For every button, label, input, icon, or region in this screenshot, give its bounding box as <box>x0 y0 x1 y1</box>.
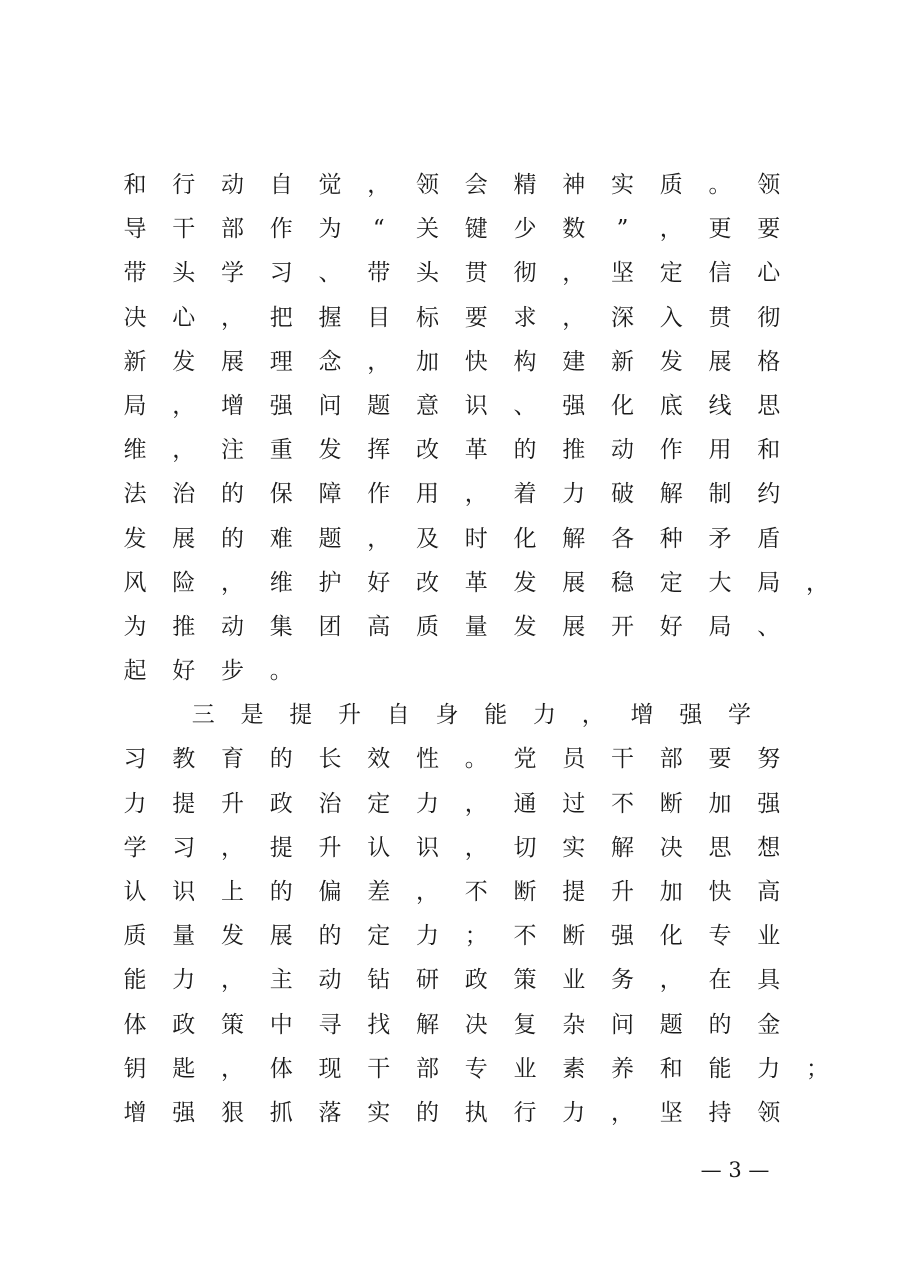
body-text <box>0 163 909 1135</box>
text-line: 能 力 ， 主 动 钻 研 政 策 业 务 ， 在 具 <box>123 967 781 994</box>
text-line: 体 政 策 中 寻 找 解 决 复 杂 问 题 的 金 <box>123 1011 781 1038</box>
text-line: 增 强 狠 抓 落 实 的 执 行 力 ， 坚 持 领 <box>123 1099 781 1126</box>
text-line: 决 心 ， 把 握 目 标 要 求 ， 深 入 贯 彻 <box>123 304 781 331</box>
text-line: 力 提 升 政 治 定 力 ， 通 过 不 断 加 强 <box>123 790 781 817</box>
text-line: 三 是 提 升 自 身 能 力 ， 增 强 学 <box>191 702 751 729</box>
text-line: 局 ， 增 强 问 题 意 识 、 强 化 底 线 思 <box>123 392 781 419</box>
text-line: 风 险 ， 维 护 好 改 革 发 展 稳 定 大 局 ， <box>123 569 829 596</box>
text-line: 和 行 动 自 觉 ， 领 会 精 神 实 质 。 领 <box>123 172 781 198</box>
text-line: 为 推 动 集 团 高 质 量 发 展 开 好 局 、 <box>123 613 781 640</box>
page-number: — 3 — <box>700 1158 770 1182</box>
text-line: 维 ， 注 重 发 挥 改 革 的 推 动 作 用 和 <box>123 437 781 464</box>
text-line: 带 头 学 习 、 带 头 贯 彻 ， 坚 定 信 心 <box>123 260 781 287</box>
text-line: 钥 匙 ， 体 现 干 部 专 业 素 养 和 能 力 ； <box>123 1055 829 1082</box>
text-line: 认 识 上 的 偏 差 ， 不 断 提 升 加 快 高 <box>123 879 781 905</box>
text-line: 新 发 展 理 念 ， 加 快 构 建 新 发 展 格 <box>123 348 781 375</box>
text-line: 习 教 育 的 长 效 性 。 党 员 干 部 要 努 <box>123 746 781 773</box>
text-line: 质 量 发 展 的 定 力 ； 不 断 强 化 专 业 <box>123 923 781 950</box>
text-line: 导 干 部 作 为 “ 关 键 少 数 ” ， 更 要 <box>123 216 781 243</box>
text-line: 起 好 步 。 <box>123 658 293 685</box>
text-line: 法 治 的 保 障 作 用 ， 着 力 破 解 制 约 <box>123 481 781 508</box>
text-line: 发 展 的 难 题 ， 及 时 化 解 各 种 矛 盾 <box>123 525 781 552</box>
text-line: 学 习 ， 提 升 认 识 ， 切 实 解 决 思 想 <box>123 834 781 861</box>
